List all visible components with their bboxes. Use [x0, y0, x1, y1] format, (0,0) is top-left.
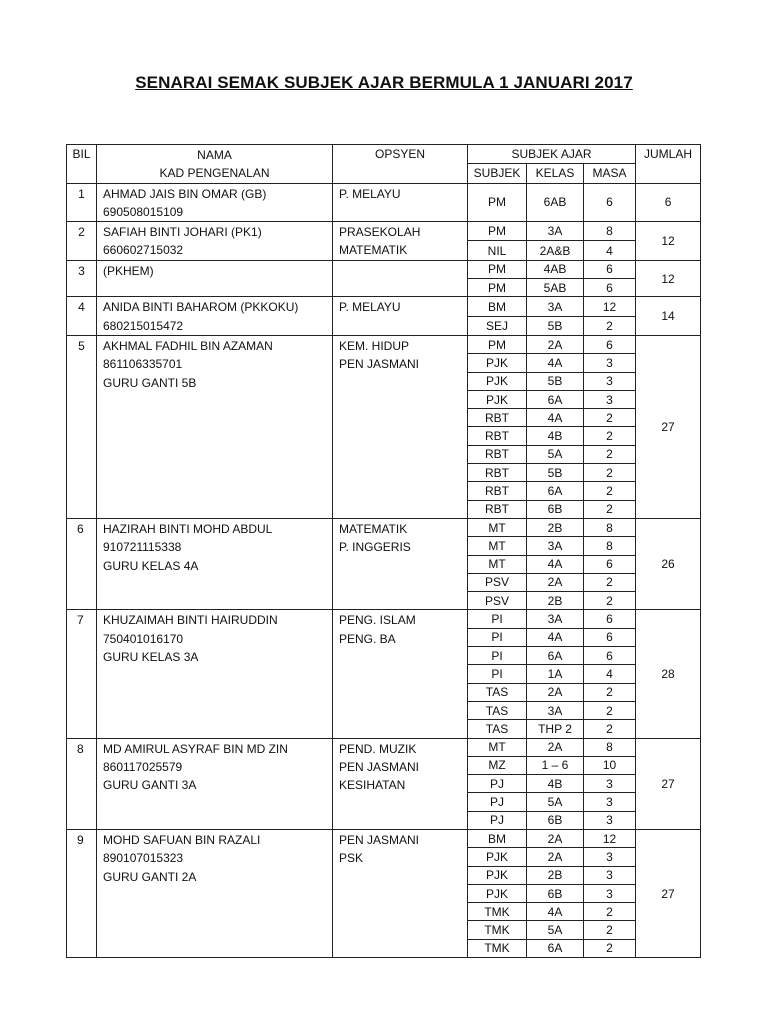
ic-number: 861106335701	[103, 357, 183, 372]
cell-kelas: 2A	[527, 738, 584, 756]
table-row	[67, 222, 701, 241]
row-jumlah: 27	[636, 738, 701, 829]
cell-subjek: PJ	[468, 793, 527, 811]
cell-masa: 6	[584, 628, 636, 646]
cell-subjek: PI	[468, 610, 527, 628]
row-jumlah: 14	[636, 297, 701, 336]
cell-kelas: 4A	[527, 903, 584, 921]
cell-subjek: PJK	[468, 354, 527, 372]
row-nama	[97, 738, 333, 829]
cell-kelas: 4B	[527, 775, 584, 793]
row-jumlah: 26	[636, 518, 701, 609]
cell-masa: 2	[584, 573, 636, 591]
cell-kelas: 3A	[527, 701, 584, 719]
cell-kelas: 5B	[527, 316, 584, 335]
row-opsyen	[333, 829, 468, 957]
cell-subjek: MT	[468, 738, 527, 756]
row-jumlah: 27	[636, 829, 701, 957]
row-bil: 5	[67, 335, 97, 518]
opsyen-item: PEN JASMANI	[339, 357, 420, 372]
row-nama	[97, 518, 333, 609]
cell-kelas: 2A	[527, 683, 584, 701]
opsyen-item: MATEMATIK	[339, 243, 408, 258]
cell-subjek: PJK	[468, 866, 527, 884]
cell-kelas: THP 2	[527, 720, 584, 738]
cell-subjek: PI	[468, 628, 527, 646]
cell-kelas: 5B	[527, 372, 584, 390]
row-nama	[97, 297, 333, 336]
header-subjek-ajar: SUBJEK AJAR	[468, 145, 636, 164]
cell-masa: 2	[584, 409, 636, 427]
cell-kelas: 6A	[527, 390, 584, 408]
cell-kelas: 2B	[527, 592, 584, 610]
cell-masa: 2	[584, 500, 636, 518]
table-row	[67, 297, 701, 316]
cell-kelas: 2A&B	[527, 241, 584, 260]
teacher-role: GURU KELAS 3A	[103, 650, 199, 665]
cell-subjek: RBT	[468, 427, 527, 445]
table-row	[67, 335, 701, 353]
header-bil: BIL	[67, 145, 97, 184]
cell-kelas: 4A	[527, 628, 584, 646]
cell-kelas: 4A	[527, 354, 584, 372]
row-jumlah: 12	[636, 222, 701, 261]
cell-subjek: PSV	[468, 592, 527, 610]
opsyen-item: PRASEKOLAH	[339, 225, 421, 240]
row-jumlah: 28	[636, 610, 701, 738]
header-nama-label: NAMA	[197, 148, 232, 162]
cell-masa: 4	[584, 665, 636, 683]
cell-subjek: TAS	[468, 683, 527, 701]
cell-masa: 3	[584, 372, 636, 390]
cell-subjek: RBT	[468, 409, 527, 427]
row-nama	[97, 222, 333, 261]
row-bil: 4	[67, 297, 97, 336]
cell-kelas: 4A	[527, 555, 584, 573]
row-nama	[97, 335, 333, 518]
ic-number: 680215015472	[103, 318, 184, 333]
cell-kelas: 5B	[527, 464, 584, 482]
cell-masa: 6	[584, 610, 636, 628]
header-nama	[97, 145, 333, 184]
cell-subjek: RBT	[468, 500, 527, 518]
cell-kelas: 4AB	[527, 260, 584, 278]
cell-subjek: TAS	[468, 701, 527, 719]
row-bil: 7	[67, 610, 97, 738]
cell-kelas: 6B	[527, 500, 584, 518]
row-nama	[97, 829, 333, 957]
cell-subjek: TMK	[468, 939, 527, 957]
cell-kelas: 2A	[527, 335, 584, 353]
cell-subjek: PJK	[468, 390, 527, 408]
cell-kelas: 6B	[527, 884, 584, 902]
header-opsyen: OPSYEN	[333, 145, 468, 184]
row-bil: 8	[67, 738, 97, 829]
cell-subjek: PM	[468, 279, 527, 297]
teacher-name: (PKHEM)	[103, 263, 154, 278]
header-masa: MASA	[584, 164, 636, 183]
opsyen-item: PSK	[339, 851, 364, 866]
opsyen-item: KESIHATAN	[339, 778, 406, 793]
cell-kelas: 6A	[527, 482, 584, 500]
cell-subjek: MT	[468, 518, 527, 536]
cell-masa: 3	[584, 354, 636, 372]
teacher-name: AHMAD JAIS BIN OMAR (GB)	[103, 186, 267, 201]
cell-masa: 8	[584, 738, 636, 756]
teacher-name: KHUZAIMAH BINTI HAIRUDDIN	[103, 613, 278, 628]
table-row	[67, 610, 701, 628]
teacher-name: HAZIRAH BINTI MOHD ABDUL	[103, 521, 273, 536]
ic-number: 860117025579	[103, 759, 183, 774]
opsyen-item: PENG. BA	[339, 631, 396, 646]
cell-subjek: RBT	[468, 464, 527, 482]
cell-kelas: 2A	[527, 829, 584, 847]
opsyen-item: KEM. HIDUP	[339, 338, 410, 353]
cell-subjek: PI	[468, 647, 527, 665]
cell-kelas: 2B	[527, 866, 584, 884]
row-nama	[97, 260, 333, 297]
cell-kelas: 4A	[527, 409, 584, 427]
cell-subjek: SEJ	[468, 316, 527, 335]
ic-number: 750401016170	[103, 631, 184, 646]
cell-masa: 6	[584, 555, 636, 573]
cell-masa: 2	[584, 701, 636, 719]
table-row	[67, 829, 701, 847]
cell-subjek: BM	[468, 829, 527, 847]
cell-kelas: 5AB	[527, 279, 584, 297]
opsyen-item: PEND. MUZIK	[339, 741, 417, 756]
cell-kelas: 6AB	[527, 183, 584, 222]
row-opsyen	[333, 738, 468, 829]
teacher-name: AKHMAL FADHIL BIN AZAMAN	[103, 338, 273, 353]
opsyen-item: P. MELAYU	[339, 300, 401, 315]
cell-masa: 6	[584, 183, 636, 222]
table-body	[67, 145, 701, 958]
row-bil: 3	[67, 260, 97, 297]
cell-subjek: RBT	[468, 482, 527, 500]
cell-masa: 6	[584, 647, 636, 665]
cell-masa: 3	[584, 884, 636, 902]
cell-kelas: 3A	[527, 610, 584, 628]
table-row	[67, 738, 701, 756]
cell-masa: 2	[584, 427, 636, 445]
opsyen-item: MATEMATIK	[339, 521, 408, 536]
cell-kelas: 1A	[527, 665, 584, 683]
cell-masa: 2	[584, 464, 636, 482]
cell-masa: 3	[584, 775, 636, 793]
cell-subjek: NIL	[468, 241, 527, 260]
cell-masa: 2	[584, 939, 636, 957]
row-opsyen	[333, 183, 468, 222]
row-nama	[97, 183, 333, 222]
cell-kelas: 2A	[527, 573, 584, 591]
cell-subjek: MT	[468, 537, 527, 555]
header-kad-label: KAD PENGENALAN	[159, 166, 270, 181]
cell-kelas: 2B	[527, 518, 584, 536]
row-opsyen	[333, 297, 468, 336]
cell-masa: 6	[584, 260, 636, 278]
table-row	[67, 518, 701, 536]
cell-kelas: 4B	[527, 427, 584, 445]
cell-masa: 3	[584, 848, 636, 866]
header-kelas: KELAS	[527, 164, 584, 183]
row-bil: 6	[67, 518, 97, 609]
cell-subjek: PM	[468, 183, 527, 222]
opsyen-item: PENG. ISLAM	[339, 613, 416, 628]
cell-kelas: 5A	[527, 921, 584, 939]
ic-number: 690508015109	[103, 204, 184, 219]
cell-subjek: PJK	[468, 848, 527, 866]
row-opsyen	[333, 260, 468, 297]
cell-subjek: PJ	[468, 811, 527, 829]
row-bil: 2	[67, 222, 97, 261]
cell-kelas: 6B	[527, 811, 584, 829]
cell-subjek: MZ	[468, 756, 527, 774]
page-title: SENARAI SEMAK SUBJEK AJAR BERMULA 1 JANUARI 2017	[135, 73, 633, 92]
cell-subjek: PSV	[468, 573, 527, 591]
teacher-name: ANIDA BINTI BAHAROM (PKKOKU)	[103, 300, 299, 315]
row-opsyen	[333, 518, 468, 609]
cell-subjek: PJK	[468, 884, 527, 902]
row-bil: 1	[67, 183, 97, 222]
cell-masa: 12	[584, 297, 636, 316]
cell-kelas: 3A	[527, 297, 584, 316]
cell-masa: 3	[584, 866, 636, 884]
cell-kelas: 2A	[527, 848, 584, 866]
cell-masa: 6	[584, 335, 636, 353]
cell-masa: 2	[584, 592, 636, 610]
ic-number: 910721115338	[103, 540, 182, 555]
row-jumlah: 27	[636, 335, 701, 518]
cell-subjek: TMK	[468, 921, 527, 939]
row-opsyen	[333, 335, 468, 518]
cell-subjek: TMK	[468, 903, 527, 921]
row-bil: 9	[67, 829, 97, 957]
row-opsyen	[333, 222, 468, 261]
header-row	[67, 145, 701, 164]
header-subjek: SUBJEK	[468, 164, 527, 183]
ic-number: 890107015323	[103, 851, 184, 866]
opsyen-item: P. MELAYU	[339, 186, 401, 201]
cell-masa: 3	[584, 811, 636, 829]
cell-subjek: TAS	[468, 720, 527, 738]
cell-subjek: BM	[468, 297, 527, 316]
table-row	[67, 183, 701, 222]
teacher-role: GURU GANTI 3A	[103, 778, 197, 793]
cell-kelas: 3A	[527, 537, 584, 555]
teacher-role: GURU GANTI 5B	[103, 375, 197, 390]
cell-masa: 3	[584, 793, 636, 811]
opsyen-item: PEN JASMANI	[339, 832, 420, 847]
subject-table	[66, 144, 701, 958]
cell-masa: 2	[584, 482, 636, 500]
cell-subjek: PJK	[468, 372, 527, 390]
row-nama	[97, 610, 333, 738]
cell-masa: 3	[584, 390, 636, 408]
teacher-role: GURU KELAS 4A	[103, 558, 199, 573]
cell-subjek: PM	[468, 260, 527, 278]
cell-masa: 10	[584, 756, 636, 774]
row-opsyen	[333, 610, 468, 738]
cell-kelas: 5A	[527, 793, 584, 811]
header-jumlah: JUMLAH	[636, 145, 701, 184]
ic-number: 660602715032	[103, 243, 184, 258]
cell-masa: 2	[584, 445, 636, 463]
cell-masa: 12	[584, 829, 636, 847]
cell-masa: 2	[584, 683, 636, 701]
cell-masa: 8	[584, 518, 636, 536]
row-jumlah: 12	[636, 260, 701, 297]
cell-subjek: PM	[468, 335, 527, 353]
cell-masa: 8	[584, 222, 636, 241]
cell-masa: 6	[584, 279, 636, 297]
cell-kelas: 6A	[527, 939, 584, 957]
teacher-role: GURU GANTI 2A	[103, 869, 197, 884]
cell-masa: 4	[584, 241, 636, 260]
cell-kelas: 1 – 6	[527, 756, 584, 774]
cell-subjek: PI	[468, 665, 527, 683]
cell-subjek: MT	[468, 555, 527, 573]
cell-masa: 2	[584, 316, 636, 335]
cell-subjek: PM	[468, 222, 527, 241]
teacher-name: MOHD SAFUAN BIN RAZALI	[103, 832, 261, 847]
cell-subjek: RBT	[468, 445, 527, 463]
cell-masa: 2	[584, 921, 636, 939]
cell-kelas: 6A	[527, 647, 584, 665]
cell-kelas: 3A	[527, 222, 584, 241]
cell-masa: 2	[584, 903, 636, 921]
cell-masa: 2	[584, 720, 636, 738]
row-jumlah: 6	[636, 183, 701, 222]
cell-masa: 8	[584, 537, 636, 555]
cell-subjek: PJ	[468, 775, 527, 793]
opsyen-item: P. INGGERIS	[339, 540, 411, 555]
opsyen-item: PEN JASMANI	[339, 759, 420, 774]
cell-kelas: 5A	[527, 445, 584, 463]
table-row	[67, 260, 701, 278]
teacher-name: SAFIAH BINTI JOHARI (PK1)	[103, 225, 262, 240]
teacher-name: MD AMIRUL ASYRAF BIN MD ZIN	[103, 741, 288, 756]
